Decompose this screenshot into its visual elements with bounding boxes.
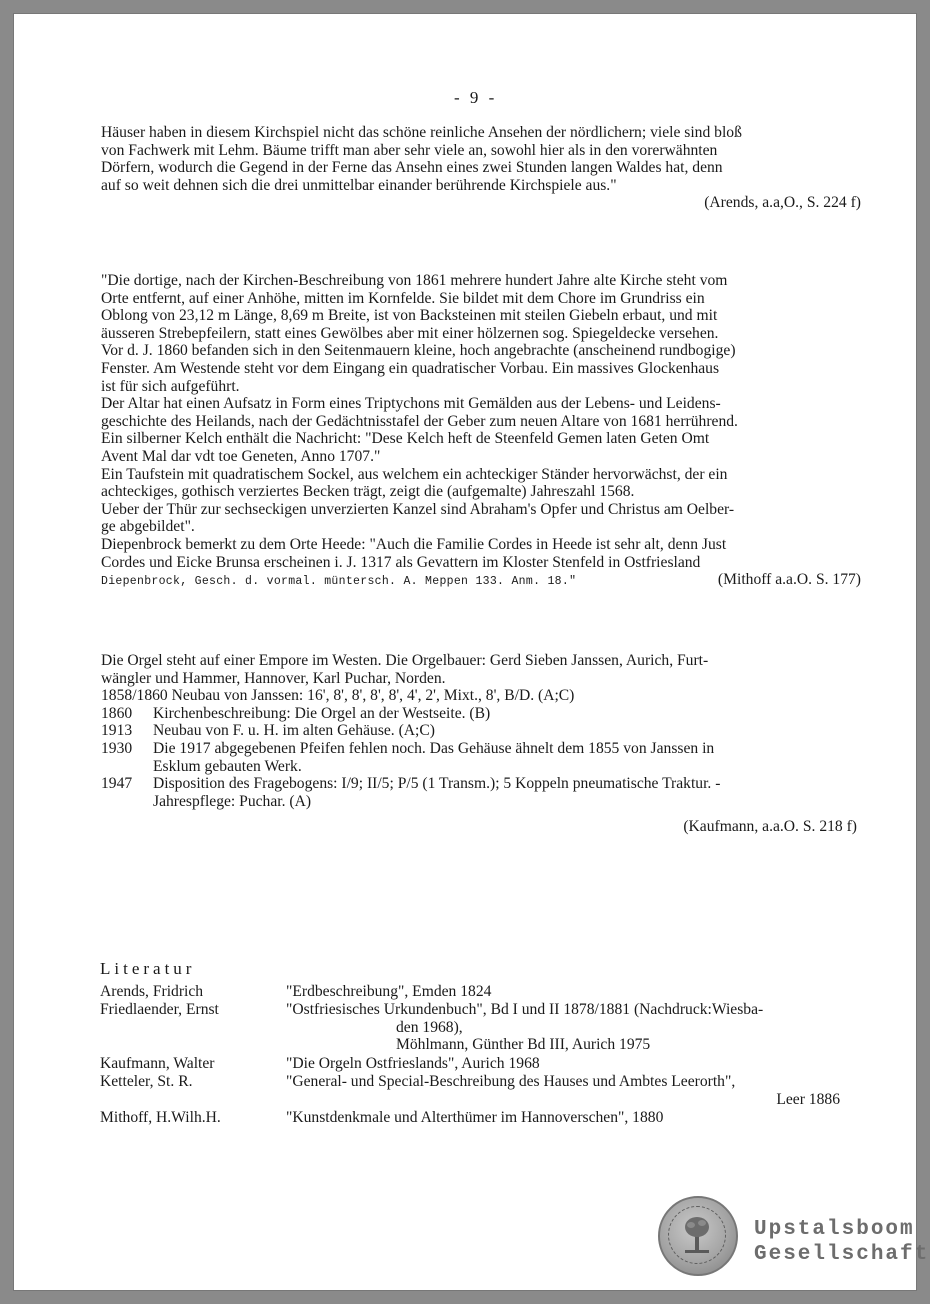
text-line: Ein Taufstein mit quadratischem Sockel, aus welchem ein achteckiger Ständer hervorwächst, der ein — [101, 465, 728, 483]
literature-entry — [100, 1001, 860, 1055]
section-arends-quote — [101, 124, 863, 212]
lit-work-line: "Ostfriesisches Urkundenbuch", Bd I und II 1878/1881 (Nachdruck:Wiesba- — [286, 1001, 764, 1018]
page-number: - 9 - — [454, 88, 498, 107]
text-line: von Fachwerk mit Lehm. Bäume trifft man aber sehr viele an, sowohl hier als in den vorerwähnten — [101, 141, 718, 159]
diepenbrock-note: Diepenbrock, Gesch. d. vormal. müntersch. A. Meppen 133. Anm. 18." — [101, 575, 577, 589]
lit-work — [286, 1001, 846, 1054]
tree-emblem-icon — [682, 1214, 712, 1254]
lit-work: "Die Orgeln Ostfrieslands", Aurich 1968 — [286, 1055, 540, 1072]
lit-author: Ketteler, St. R. — [100, 1073, 193, 1090]
entry-text: Jahrespflege: Puchar. (A) — [153, 792, 312, 810]
entry-year: 1860 — [101, 704, 133, 722]
orgel-entry — [101, 722, 863, 740]
citation-arends: (Arends, a.a,O., S. 224 f) — [704, 194, 861, 212]
entry-year: 1947 — [101, 775, 133, 793]
text-line: achteckiges, gothisch verziertes Becken trägt, zeigt die (aufgemalte) Jahreszahl 1568. — [101, 483, 635, 501]
text-line: ist für sich aufgeführt. — [101, 377, 240, 395]
entry-text: Die 1917 abgegebenen Pfeifen fehlen noch. Das Gehäuse ähnelt dem 1855 von Janssen in — [153, 739, 715, 757]
text-line: 1858/1860 Neubau von Janssen: 16', 8', 8', 8', 8', 4', 2', Mixt., 8', B/D. (A;C) — [101, 687, 575, 705]
citation-mithoff: (Mithoff a.a.O. S. 177) — [717, 571, 861, 589]
lit-work-line: den 1968), — [396, 1018, 463, 1036]
text-line: Oblong von 23,12 m Länge, 8,69 m Breite, ist von Backsteinen mit steilen Giebeln erbaut, und mit — [101, 307, 718, 325]
brand-line2: Gesellschaft — [754, 1243, 930, 1266]
lit-author: Kaufmann, Walter — [100, 1055, 215, 1072]
entry-text: Kirchenbeschreibung: Die Orgel an der Westseite. (B) — [153, 704, 491, 722]
section-kaufmann-orgel — [101, 652, 863, 836]
text-line: Häuser haben in diesem Kirchspiel nicht das schöne reinliche Ansehen der nördlichern; viele sind bloß — [101, 124, 742, 141]
entry-text: Disposition des Fragebogens: I/9; II/5; P/5 (1 Transm.); 5 Koppeln pneumatische Traktur. - — [153, 775, 721, 793]
text-line: Ein silberner Kelch enthält die Nachricht: "Dese Kelch heft de Steenfeld Gemen laten Geten Omt — [101, 430, 710, 448]
literature-entry — [100, 1055, 860, 1073]
text-line: Orte entfernt, auf einer Anhöhe, mitten im Kornfelde. Sie bildet mit dem Chore im Grundriss ein — [101, 289, 705, 307]
orgel-entry — [101, 705, 863, 723]
text-line: ge abgebildet". — [101, 518, 195, 536]
document-page — [14, 14, 930, 1290]
orgel-entry — [101, 740, 863, 775]
text-line: wängler und Hammer, Hannover, Karl Puchar, Norden. — [101, 669, 446, 687]
entry-text: Esklum gebauten Werk. — [153, 757, 302, 775]
lit-author: Friedlaender, Ernst — [100, 1001, 219, 1018]
lit-work — [286, 1073, 846, 1108]
citation-kaufmann: (Kaufmann, a.a.O. S. 218 f) — [683, 818, 857, 836]
text-line: Vor d. J. 1860 befanden sich in den Seitenmauern kleine, hoch angebrachte (anscheinend rundbogige) — [101, 342, 736, 360]
brand-text — [754, 1217, 929, 1267]
upstalsboom-seal-icon — [658, 1196, 738, 1276]
orgel-entry — [101, 775, 863, 810]
lit-work-line: Leer 1886 — [776, 1090, 840, 1108]
literature-heading: Literatur — [100, 959, 196, 978]
text-line: äusseren Strebepfeilern, statt eines Gewölbes aber mit einer hölzernen sog. Spiegeldecke versehen. — [101, 324, 719, 342]
entry-year: 1913 — [101, 722, 133, 740]
text-line: Der Altar hat einen Aufsatz in Form eines Triptychons mit Gemälden aus der Lebens- und Leidens- — [101, 395, 721, 413]
text-line: Ueber der Thür zur sechseckigen unverzierten Kanzel sind Abraham's Opfer und Christus am Oelber- — [101, 500, 735, 518]
lit-author: Arends, Fridrich — [100, 983, 204, 1000]
lit-work: "Erdbeschreibung", Emden 1824 — [286, 983, 492, 1000]
text-line: auf so weit dehnen sich die drei unmittelbar einander berührende Kirchspiele aus." — [101, 176, 617, 194]
text-line: Dörfern, wodurch die Gegend in der Ferne das Ansehn eines zwei Stunden langen Waldes hat, denn — [101, 159, 723, 177]
section-mithoff-quote — [101, 272, 863, 589]
literature-entry — [100, 1109, 860, 1127]
text-line: "Die dortige, nach der Kirchen-Beschreibung von 1861 mehrere hundert Jahre alte Kirche steht vom — [101, 272, 728, 289]
lit-work-line: Möhlmann, Günther Bd III, Aurich 1975 — [396, 1036, 651, 1054]
text-line: Fenster. Am Westende steht vor dem Eingang ein quadratischer Vorbau. Ein massives Glockenhaus — [101, 359, 720, 377]
entry-text: Neubau von F. u. H. im alten Gehäuse. (A;C) — [153, 722, 435, 740]
literature-entry — [100, 1073, 860, 1109]
entry-year: 1930 — [101, 739, 133, 757]
lit-work-line: "General- und Special-Beschreibung des Hauses und Ambtes Leerorth", — [286, 1073, 736, 1090]
text-line: Avent Mal dar vdt toe Geneten, Anno 1707." — [101, 447, 381, 465]
text-line: Cordes und Eicke Brunsa erscheinen i. J. 1317 als Gevattern im Kloster Stenfeld in Ostfriesland — [101, 553, 701, 571]
literature-entry — [100, 983, 860, 1001]
upstalsboom-logo — [658, 1196, 738, 1276]
typed-note-line — [101, 571, 863, 589]
lit-author: Mithoff, H.Wilh.H. — [100, 1109, 221, 1126]
text-line: Die Orgel steht auf einer Empore im Westen. Die Orgelbauer: Gerd Sieben Janssen, Aurich, Furt- — [101, 652, 709, 669]
text-line: Diepenbrock bemerkt zu dem Orte Heede: "Auch die Familie Cordes in Heede ist sehr alt, denn Just — [101, 535, 727, 553]
text-line: geschichte des Heilands, nach der Gedächtnisstafel der Geber zum neuen Altare von 1681 herrührend. — [101, 412, 738, 430]
brand-line1: Upstalsboom — [754, 1218, 915, 1241]
lit-work: "Kunstdenkmale und Alterthümer im Hannoverschen", 1880 — [286, 1109, 664, 1126]
